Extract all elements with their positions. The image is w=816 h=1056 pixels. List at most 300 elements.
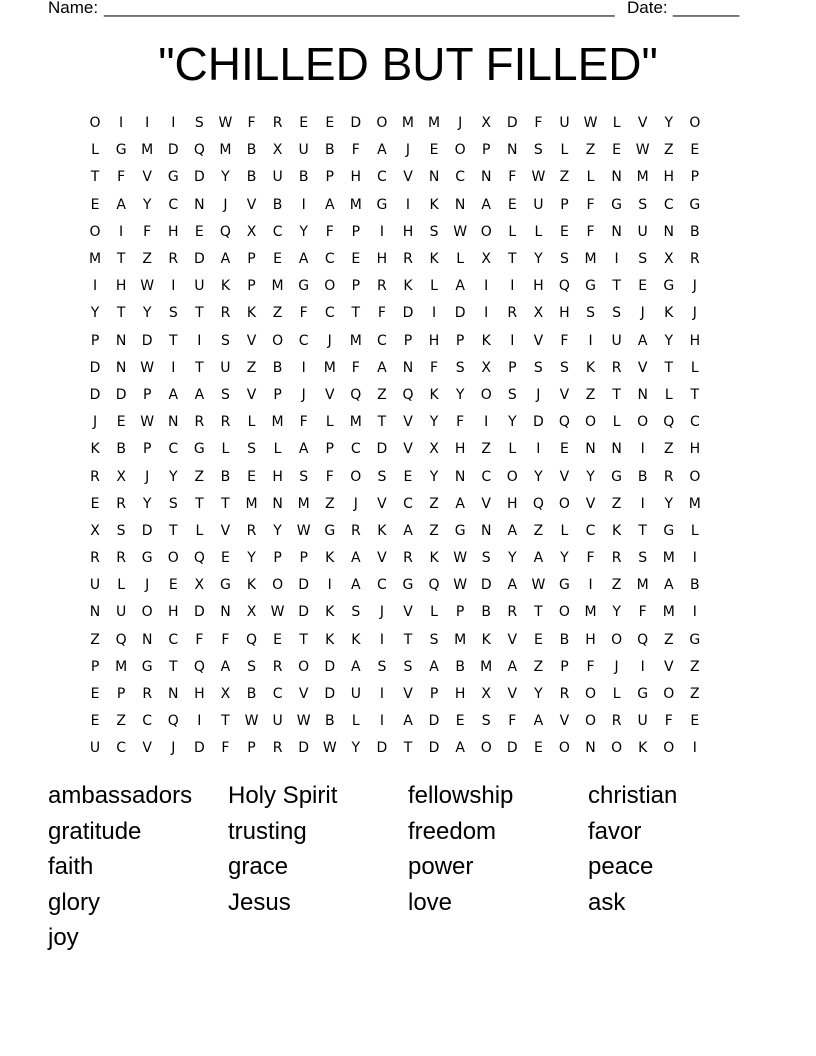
name-blank-line: ______________________________________________________ [104, 0, 615, 17]
grid-letter: I [119, 223, 124, 240]
grid-letter: K [429, 386, 439, 403]
grid-letter: A [403, 522, 413, 539]
grid-letter: N [611, 223, 622, 240]
grid-letter: F [638, 604, 647, 621]
grid-letter: D [193, 251, 205, 268]
grid-letter: F [430, 359, 439, 376]
grid-letter: C [377, 577, 387, 594]
grid-letter: I [614, 251, 619, 268]
grid-letter: Q [193, 142, 205, 159]
grid-letter: S [168, 495, 178, 512]
grid-letter: K [481, 631, 491, 648]
grid-letter: R [377, 278, 387, 295]
grid-letter: Q [558, 414, 570, 431]
grid-letter: L [325, 414, 334, 431]
grid-letter: K [90, 441, 100, 458]
grid-letter: I [119, 115, 124, 132]
grid-letter: F [299, 305, 308, 322]
grid-letter: R [611, 713, 622, 730]
grid-letter: I [92, 278, 98, 295]
grid-letter: A [637, 332, 648, 349]
grid-letter: N [585, 740, 596, 757]
grid-letter: W [531, 577, 546, 594]
grid-letter: J [536, 386, 541, 403]
grid-letter: U [559, 115, 570, 132]
grid-letter: C [455, 169, 466, 186]
grid-letter: A [533, 713, 544, 730]
grid-letter: L [560, 522, 569, 539]
grid-letter: L [91, 142, 99, 159]
grid-letter: H [689, 441, 701, 458]
grid-letter: C [663, 196, 674, 213]
grid-letter: Y [508, 550, 517, 567]
grid-letter: R [272, 740, 283, 757]
grid-letter: B [298, 169, 309, 186]
grid-letter: E [90, 495, 100, 512]
grid-letter: F [377, 305, 386, 322]
grid-letter: A [377, 142, 387, 159]
grid-letter: I [431, 305, 437, 322]
grid-letter: Y [560, 550, 569, 567]
grid-letter: E [325, 115, 335, 132]
grid-letter: R [116, 495, 126, 512]
grid-letter: G [611, 196, 623, 213]
grid-letter: I [588, 577, 593, 594]
grid-letter: P [481, 142, 491, 159]
grid-letter: L [117, 577, 126, 594]
grid-letter: H [168, 223, 179, 240]
grid-letter: B [690, 223, 700, 240]
grid-row [82, 518, 708, 545]
grid-letter: Z [611, 495, 622, 512]
grid-letter: N [220, 604, 231, 621]
grid-letter: F [325, 468, 334, 485]
grid-letter: P [560, 658, 569, 675]
grid-letter: Y [142, 196, 152, 213]
grid-letter: E [194, 223, 204, 240]
grid-letter: G [298, 278, 310, 295]
grid-letter: E [90, 686, 100, 703]
grid-letter: K [325, 604, 335, 621]
grid-row [82, 491, 708, 518]
grid-row [82, 192, 708, 219]
grid-letter: Z [429, 522, 439, 539]
grid-letter: E [90, 196, 100, 213]
grid-letter: O [89, 115, 101, 132]
grid-letter: T [377, 414, 387, 431]
grid-letter: Y [455, 386, 465, 403]
grid-letter: T [195, 305, 204, 322]
grid-letter: F [299, 414, 308, 431]
grid-letter: O [350, 468, 362, 485]
grid-letter: Z [377, 386, 387, 403]
grid-letter: V [377, 495, 387, 512]
grid-letter: R [403, 550, 413, 567]
grid-letter: I [301, 359, 306, 376]
grid-letter: V [481, 495, 491, 512]
grid-letter: D [480, 577, 492, 594]
grid-letter: R [507, 604, 518, 621]
grid-letter: S [638, 251, 648, 268]
grid-letter: P [325, 441, 334, 458]
grid-letter: Y [221, 169, 230, 186]
grid-letter: V [403, 604, 413, 621]
grid-letter: O [585, 414, 597, 431]
grid-letter: N [585, 441, 596, 458]
grid-letter: M [349, 414, 362, 431]
grid-letter: U [220, 359, 231, 376]
grid-letter: T [403, 740, 413, 757]
grid-letter: G [611, 468, 623, 485]
grid-letter: U [637, 713, 648, 730]
grid-letter: R [142, 686, 153, 703]
grid-letter: W [218, 115, 233, 132]
grid-letter: D [167, 142, 179, 159]
grid-letter: Q [193, 550, 205, 567]
grid-row [82, 382, 708, 409]
grid-letter: N [272, 495, 283, 512]
grid-letter: G [141, 658, 153, 675]
grid-letter: S [116, 522, 126, 539]
grid-letter: Y [508, 414, 517, 431]
grid-letter: H [559, 305, 570, 322]
grid-letter: M [688, 495, 701, 512]
grid-letter: N [89, 604, 101, 621]
grid-letter: E [612, 142, 622, 159]
grid-letter: A [455, 495, 465, 512]
grid-row [82, 463, 708, 490]
grid-letter: C [324, 305, 335, 322]
grid-letter: Y [534, 686, 543, 703]
grid-letter: C [272, 686, 283, 703]
word-list-item: trusting [228, 817, 307, 845]
grid-letter: O [480, 223, 492, 240]
grid-letter: O [585, 713, 597, 730]
grid-letter: P [560, 196, 569, 213]
grid-letter: S [638, 550, 648, 567]
grid-letter: E [429, 142, 439, 159]
grid-letter: U [350, 686, 361, 703]
grid-letter: T [195, 359, 204, 376]
grid-letter: L [508, 223, 517, 240]
grid-letter: D [428, 713, 440, 730]
grid-row [82, 627, 708, 654]
grid-letter: D [89, 386, 101, 403]
grid-letter: N [611, 169, 622, 186]
grid-letter: A [533, 550, 544, 567]
grid-letter: A [481, 196, 491, 213]
grid-letter: R [168, 251, 179, 268]
word-list-item: love [408, 888, 453, 916]
grid-letter: M [245, 495, 258, 512]
word-list-item: freedom [408, 817, 497, 845]
grid-letter: S [586, 305, 595, 322]
grid-letter: J [458, 115, 463, 132]
grid-letter: O [376, 115, 388, 132]
grid-letter: I [640, 658, 645, 675]
grid-letter: S [299, 468, 309, 485]
grid-letter: D [141, 332, 153, 349]
grid-letter: F [247, 115, 256, 132]
grid-letter: O [558, 495, 570, 512]
grid-letter: Z [272, 305, 283, 322]
grid-letter: B [246, 142, 257, 159]
grid-letter: F [664, 713, 673, 730]
word-list-item: favor [588, 817, 642, 845]
grid-letter: C [403, 495, 413, 512]
grid-letter: A [455, 278, 465, 295]
grid-letter: E [560, 223, 569, 240]
grid-letter: U [533, 196, 544, 213]
grid-letter: P [455, 604, 465, 621]
grid-letter: Y [247, 550, 256, 567]
grid-letter: C [116, 740, 126, 757]
grid-letter: V [220, 522, 231, 539]
grid-letter: C [168, 196, 179, 213]
grid-letter: Z [663, 631, 674, 648]
grid-letter: R [246, 522, 257, 539]
grid-letter: A [507, 658, 518, 675]
grid-letter: W [583, 115, 598, 132]
grid-letter: G [689, 196, 701, 213]
grid-letter: O [663, 686, 675, 703]
grid-letter: C [168, 441, 179, 458]
grid-letter: I [640, 495, 645, 512]
grid-letter: R [116, 550, 126, 567]
grid-letter: X [533, 305, 544, 322]
grid-letter: A [298, 251, 309, 268]
grid-letter: G [663, 522, 675, 539]
grid-letter: P [90, 658, 100, 675]
date-label: Date: [627, 0, 668, 17]
grid-letter: O [272, 577, 284, 594]
grid-letter: Y [168, 468, 178, 485]
grid-letter: O [272, 332, 284, 349]
grid-letter: E [273, 631, 283, 648]
grid-letter: K [403, 278, 413, 295]
word-list-item: ambassadors [48, 782, 193, 809]
grid-letter: Z [585, 142, 596, 159]
grid-letter: F [586, 196, 595, 213]
grid-letter: X [220, 686, 231, 703]
grid-letter: X [246, 223, 257, 240]
grid-letter: A [429, 658, 439, 675]
grid-letter: Y [142, 305, 152, 322]
grid-letter: B [116, 441, 126, 458]
grid-letter: C [168, 631, 179, 648]
grid-letter: O [558, 604, 570, 621]
grid-letter: X [429, 441, 439, 458]
grid-letter: X [194, 577, 205, 594]
grid-letter: Q [637, 631, 649, 648]
grid-letter: J [692, 278, 697, 295]
grid-letter: I [171, 115, 176, 132]
grid-letter: P [429, 686, 439, 703]
grid-letter: B [272, 196, 283, 213]
grid-letter: Y [664, 332, 674, 349]
grid-letter: T [690, 386, 700, 403]
grid-letter: S [533, 359, 543, 376]
grid-letter: B [690, 577, 700, 594]
grid-letter: P [273, 550, 282, 567]
grid-letter: Z [559, 169, 570, 186]
grid-letter: H [507, 495, 518, 512]
grid-letter: O [689, 468, 701, 485]
grid-letter: H [376, 251, 388, 268]
grid-letter: T [221, 713, 230, 730]
date-blank-line: _______ [673, 0, 740, 17]
grid-letter: A [194, 386, 205, 403]
grid-letter: G [663, 278, 675, 295]
grid-letter: I [484, 278, 489, 295]
grid-letter: Y [299, 223, 308, 240]
grid-letter: D [298, 604, 310, 621]
grid-letter: V [663, 658, 674, 675]
grid-letter: W [296, 522, 311, 539]
grid-letter: E [560, 441, 569, 458]
grid-letter: F [560, 332, 569, 349]
grid-letter: O [298, 658, 310, 675]
grid-letter: A [116, 196, 126, 213]
grid-letter: Y [90, 305, 100, 322]
grid-letter: V [403, 169, 413, 186]
grid-letter: N [663, 223, 674, 240]
grid-letter: A [403, 713, 413, 730]
grid-letter: Z [690, 686, 700, 703]
word-list-item: fellowship [408, 782, 514, 809]
grid-letter: Q [167, 713, 179, 730]
grid-letter: K [351, 631, 361, 648]
grid-letter: K [325, 550, 335, 567]
grid-letter: T [90, 169, 100, 186]
grid-letter: U [89, 740, 101, 757]
grid-letter: K [481, 332, 491, 349]
grid-letter: G [141, 550, 153, 567]
grid-letter: Z [663, 142, 674, 159]
grid-letter: E [273, 251, 283, 268]
grid-letter: A [351, 658, 361, 675]
grid-letter: Y [351, 740, 361, 757]
grid-letter: F [508, 169, 517, 186]
grid-letter: F [143, 223, 152, 240]
grid-letter: G [376, 196, 388, 213]
grid-letter: U [272, 169, 283, 186]
grid-letter: F [221, 740, 230, 757]
grid-letter: T [351, 305, 361, 322]
grid-letter: S [455, 359, 465, 376]
grid-letter: C [377, 169, 387, 186]
grid-letter: C [377, 332, 387, 349]
grid-letter: V [142, 169, 152, 186]
grid-letter: Q [219, 223, 231, 240]
grid-letter: D [193, 169, 205, 186]
grid-letter: H [454, 686, 466, 703]
grid-letter: Y [142, 495, 152, 512]
grid-letter: L [508, 441, 517, 458]
grid-letter: F [221, 631, 230, 648]
grid-letter: R [220, 305, 231, 322]
grid-letter: S [481, 713, 491, 730]
grid-letter: G [167, 169, 179, 186]
grid-letter: L [612, 414, 621, 431]
grid-letter: C [350, 441, 361, 458]
word-list-item: glory [48, 888, 101, 916]
grid-letter: X [481, 359, 491, 376]
grid-letter: L [221, 441, 230, 458]
grid-letter: R [689, 251, 700, 268]
grid-row [82, 599, 708, 626]
grid-letter: B [637, 468, 648, 485]
grid-letter: C [481, 468, 492, 485]
grid-letter: T [221, 495, 230, 512]
grid-letter: D [298, 740, 310, 757]
grid-letter: A [324, 196, 335, 213]
grid-letter: G [193, 441, 205, 458]
grid-letter: R [403, 251, 413, 268]
grid-letter: P [351, 278, 361, 295]
grid-letter: Z [663, 441, 674, 458]
grid-letter: N [454, 196, 466, 213]
grid-letter: C [298, 332, 309, 349]
grid-letter: V [533, 332, 544, 349]
grid-letter: T [168, 658, 178, 675]
grid-letter: T [638, 522, 647, 539]
grid-letter: R [220, 414, 231, 431]
grid-letter: S [429, 631, 439, 648]
grid-letter: K [325, 631, 335, 648]
grid-letter: O [585, 686, 597, 703]
grid-letter: R [663, 468, 674, 485]
grid-letter: F [508, 713, 517, 730]
grid-letter: D [324, 686, 336, 703]
grid-letter: E [690, 142, 700, 159]
grid-letter: I [588, 332, 593, 349]
grid-letter: Z [246, 359, 257, 376]
grid-letter: B [481, 604, 492, 621]
grid-letter: X [90, 522, 100, 539]
header-line [48, 0, 748, 20]
grid-letter: H [663, 169, 675, 186]
grid-letter: H [194, 686, 205, 703]
grid-letter: V [559, 468, 570, 485]
grid-letter: N [115, 332, 127, 349]
grid-letter: I [484, 305, 489, 322]
grid-letter: W [140, 278, 155, 295]
grid-letter: X [272, 142, 283, 159]
grid-letter: Z [533, 658, 544, 675]
grid-letter: R [272, 115, 283, 132]
grid-letter: D [324, 658, 336, 675]
name-label: Name: [48, 0, 99, 17]
grid-letter: W [453, 550, 468, 567]
grid-letter: B [246, 169, 257, 186]
word-list-item: power [408, 853, 474, 881]
grid-letter: L [586, 169, 595, 186]
grid-letter: Q [428, 577, 440, 594]
grid-letter: E [690, 713, 700, 730]
grid-letter: F [586, 223, 595, 240]
grid-letter: S [429, 223, 439, 240]
grid-letter: L [534, 223, 543, 240]
grid-letter: D [532, 414, 544, 431]
grid-letter: O [324, 278, 336, 295]
grid-letter: R [350, 522, 361, 539]
grid-letter: U [637, 223, 648, 240]
grid-letter: A [220, 251, 231, 268]
grid-letter: I [692, 604, 697, 621]
grid-letter: P [508, 359, 517, 376]
grid-letter: Z [142, 251, 152, 268]
